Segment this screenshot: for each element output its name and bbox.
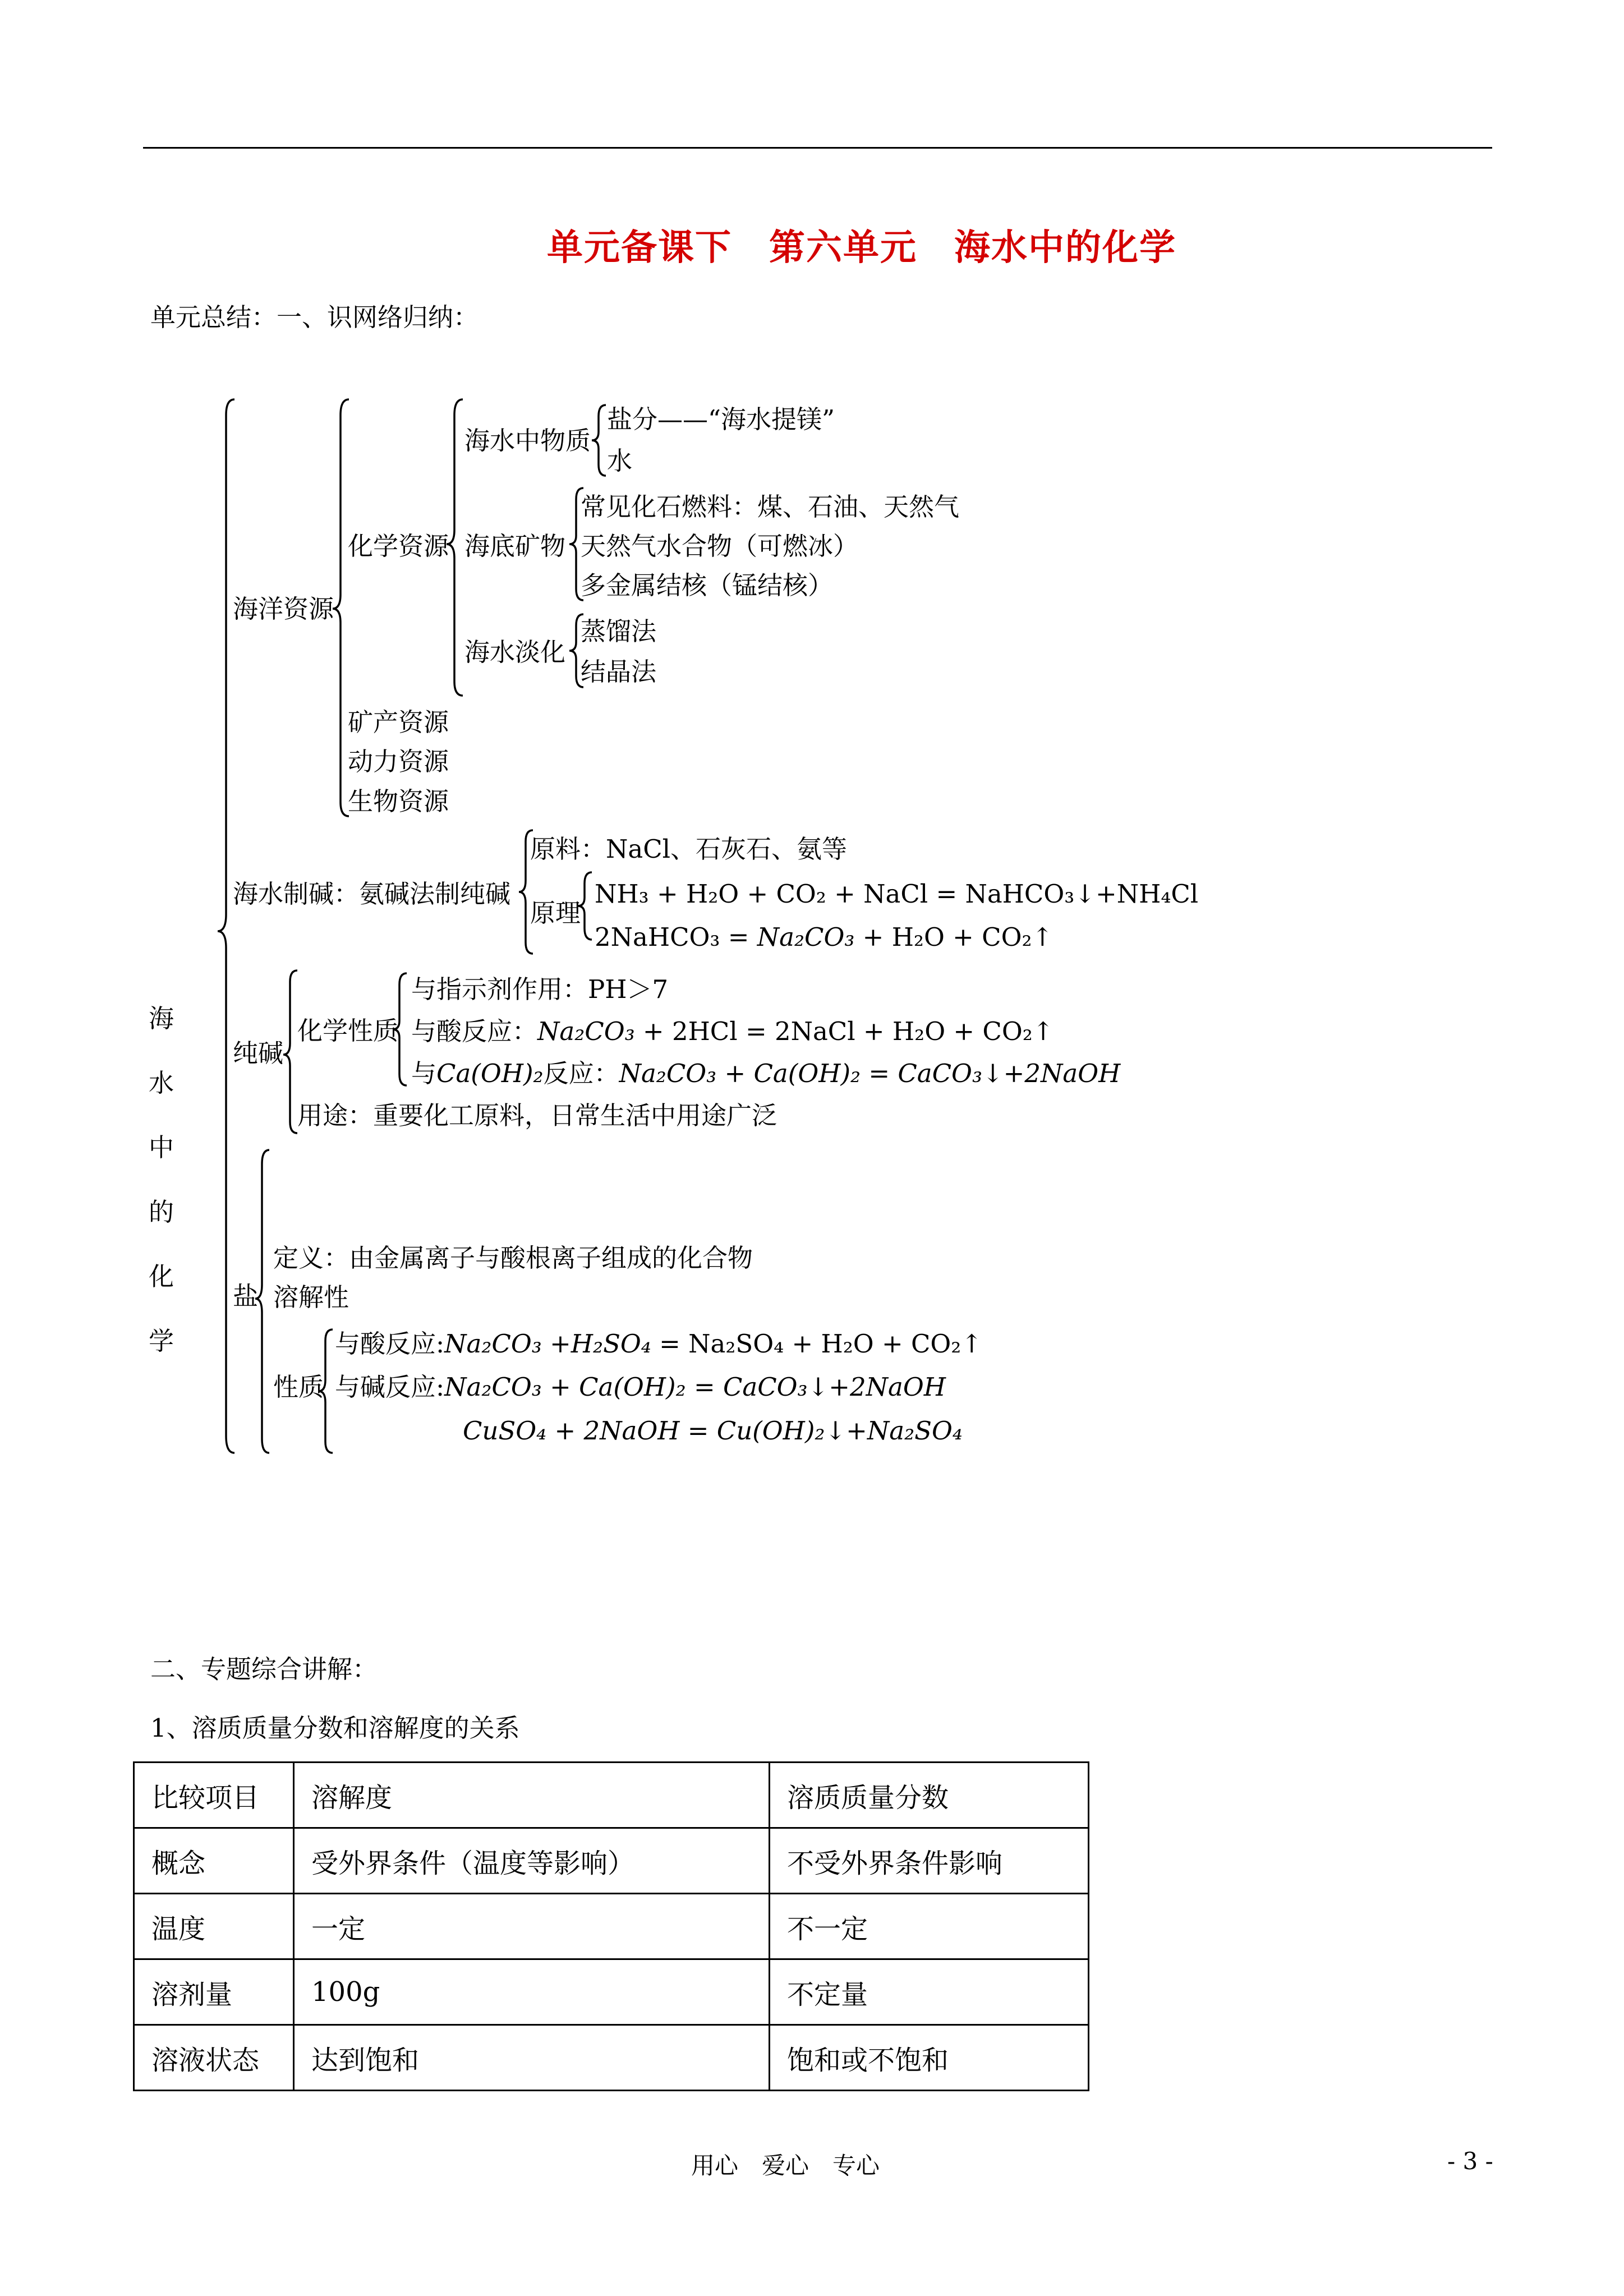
table-row — [134, 1828, 1089, 1894]
table-cell: 溶解度 — [294, 1763, 770, 1828]
section-heading-topics: 二、专题综合讲解： — [150, 1654, 378, 1684]
leaf-gas-hydrate: 天然气水合物（可燃冰） — [581, 531, 859, 561]
equation-soda-lime: 与Ca(OH)₂反应：Na₂CO₃ + Ca(OH)₂ = CaCO₃↓+2NaOH — [411, 1059, 1121, 1088]
table-cell: 溶液状态 — [134, 2025, 294, 2091]
table-row — [134, 2025, 1089, 2091]
table-cell: 溶剂量 — [134, 1959, 294, 2025]
node-alkali-production: 海水制碱：氨碱法制纯碱 — [233, 879, 511, 909]
root-char: 中 — [149, 1133, 174, 1162]
leaf-crystallization: 结晶法 — [581, 657, 657, 687]
node-principle: 原理 — [530, 898, 581, 928]
comparison-table — [133, 1761, 1089, 2091]
leaf-raw-materials: 原料：NaCl、石灰石、氨等 — [530, 834, 848, 864]
equation-salt-base-2: CuSO₄ + 2NaOH = Cu(OH)₂↓+Na₂SO₄ — [463, 1416, 963, 1446]
node-desalination: 海水淡化 — [464, 637, 566, 667]
table-cell: 100g — [294, 1959, 770, 2025]
equation-soda-acid: 与酸反应：Na₂CO₃ + 2HCl = 2NaCl + H₂O + CO₂↑ — [411, 1016, 1054, 1046]
table-cell: 不定量 — [770, 1959, 1089, 2025]
equation-salt-acid: 与酸反应:Na₂CO₃ +H₂SO₄ = Na₂SO₄ + H₂O + CO₂↑ — [335, 1329, 983, 1359]
leaf-salt-magnesium: 盐分——“海水提镁” — [607, 404, 835, 434]
leaf-water: 水 — [607, 446, 633, 476]
node-salt: 盐 — [233, 1281, 259, 1311]
node-soda-ash: 纯碱 — [233, 1038, 284, 1068]
leaf-indicator: 与指示剂作用：PH＞7 — [411, 974, 669, 1004]
leaf-solubility: 溶解性 — [273, 1282, 349, 1312]
topic-heading: 1、溶质质量分数和溶解度的关系 — [150, 1713, 520, 1743]
node-power-resources: 动力资源 — [348, 747, 449, 776]
table-cell: 不受外界条件影响 — [770, 1828, 1089, 1894]
table-cell: 溶质质量分数 — [770, 1763, 1089, 1828]
table-row — [134, 1894, 1089, 1959]
table-row — [134, 1763, 1089, 1828]
table-row — [134, 1959, 1089, 2025]
equation-salt-base-1: 与碱反应:Na₂CO₃ + Ca(OH)₂ = CaCO₃↓+2NaOH — [335, 1372, 946, 1402]
page-title: 单元备课下 第六单元 海水中的化学 — [547, 227, 1176, 269]
node-salt-properties: 性质 — [273, 1372, 324, 1402]
node-bio-resources: 生物资源 — [348, 786, 449, 816]
leaf-salt-definition: 定义：由金属离子与酸根离子组成的化合物 — [273, 1243, 753, 1273]
section-heading-summary: 单元总结：一、识网络归纳： — [150, 302, 479, 332]
table-cell: 达到饱和 — [294, 2025, 770, 2091]
table-cell: 一定 — [294, 1894, 770, 1959]
table-cell: 温度 — [134, 1894, 294, 1959]
leaf-nodules: 多金属结核（锰结核） — [581, 570, 834, 600]
brace-soda — [283, 970, 297, 1133]
page-number: - 3 - — [1447, 2147, 1493, 2175]
node-chemical-resources: 化学资源 — [348, 531, 449, 561]
root-char: 海 — [149, 1004, 174, 1033]
node-seawater-matter: 海水中物质 — [464, 426, 591, 455]
brace-ocean — [333, 399, 349, 816]
root-char: 学 — [149, 1326, 174, 1356]
equation-solvay-2: 2NaHCO₃ = Na₂CO₃ + H₂O + CO₂↑ — [595, 922, 1053, 952]
equation-solvay-1: NH₃ + H₂O + CO₂ + NaCl = NaHCO₃↓+NH₄Cl — [595, 879, 1199, 909]
node-ocean-resources: 海洋资源 — [233, 594, 334, 624]
brace-chem — [447, 399, 463, 696]
table-cell: 饱和或不饱和 — [770, 2025, 1089, 2091]
leaf-soda-uses: 用途：重要化工原料，日常生活中用途广泛 — [297, 1101, 778, 1130]
table-cell: 概念 — [134, 1828, 294, 1894]
table-cell: 受外界条件（温度等影响） — [294, 1828, 770, 1894]
root-char: 水 — [149, 1068, 174, 1098]
node-chemical-properties: 化学性质 — [297, 1016, 399, 1046]
brace-matter — [592, 405, 606, 476]
brace-root — [218, 399, 234, 1453]
table-cell: 不一定 — [770, 1894, 1089, 1959]
leaf-distillation: 蒸馏法 — [581, 616, 657, 646]
node-mineral-resources: 矿产资源 — [348, 707, 449, 737]
node-seabed-minerals: 海底矿物 — [464, 531, 566, 561]
footer-motto: 用心 爱心 专心 — [691, 2152, 880, 2179]
root-char: 化 — [149, 1262, 174, 1291]
leaf-fossil-fuels: 常见化石燃料：煤、石油、天然气 — [581, 492, 960, 522]
table-cell: 比较项目 — [134, 1763, 294, 1828]
root-char: 的 — [149, 1197, 174, 1227]
